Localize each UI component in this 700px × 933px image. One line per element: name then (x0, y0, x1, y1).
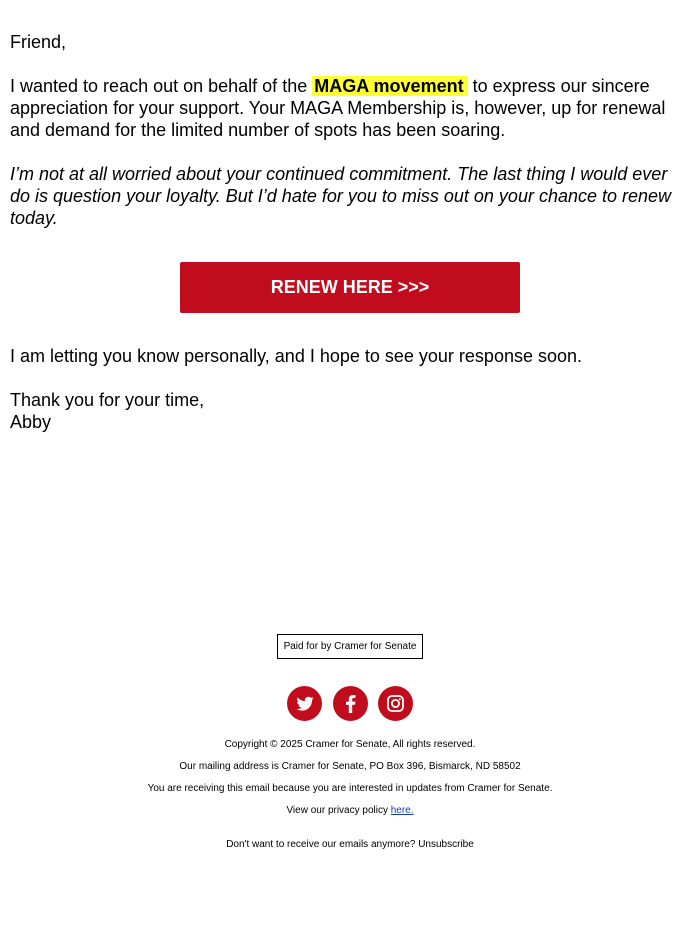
instagram-icon (378, 686, 413, 721)
unsubscribe-prefix: Don't want to receive our emails anymore? (226, 839, 419, 850)
paid-for-disclaimer: Paid for by Cramer for Senate (277, 634, 424, 659)
intro-paragraph (10, 75, 690, 141)
email-body (10, 31, 690, 251)
mailing-address: Our mailing address is Cramer for Senate, PO Box 396, Bismarck, ND 58502 (179, 761, 521, 772)
cta-container (180, 262, 520, 313)
privacy-prefix: View our privacy policy (286, 805, 391, 816)
intro-text-after: to express our sincere appreciation for your support. Your MAGA Membership is, however, up for renewal and demand for the limited number of spots has been soaring. (10, 76, 666, 140)
renew-here-button[interactable]: RENEW HERE >>> (180, 262, 520, 313)
intro-text-before: I wanted to reach out on behalf of the (10, 76, 313, 96)
email-footer (0, 634, 700, 850)
signoff: Thank you for your time, (10, 390, 205, 410)
twitter-icon (287, 686, 322, 721)
maga-movement-highlight: MAGA movement (312, 76, 467, 96)
closing-section (10, 345, 690, 433)
privacy-policy-link[interactable]: here. (390, 805, 414, 816)
personal-note: I am letting you know personally, and I hope to see your response soon. (10, 346, 583, 366)
unsubscribe-link[interactable]: Unsubscribe (418, 839, 474, 850)
signature: Abby (10, 412, 52, 432)
privacy-policy-line (0, 805, 700, 816)
instagram-link[interactable] (378, 686, 413, 721)
greeting: Friend, (10, 32, 67, 52)
twitter-link[interactable] (287, 686, 322, 721)
social-links (0, 686, 700, 722)
facebook-link[interactable] (333, 686, 368, 721)
copyright-text: Copyright © 2025 Cramer for Senate, All rights reserved. (224, 739, 476, 750)
loyalty-paragraph: I’m not at all worried about your continued commitment. The last thing I would ever do is question your loyalty. But I’d hate for you to miss out on your chance to renew today. (10, 164, 672, 228)
receiving-reason: You are receiving this email because you are interested in updates from Cramer for Senate. (147, 783, 553, 794)
unsubscribe-line (0, 839, 700, 850)
facebook-icon (333, 686, 368, 721)
